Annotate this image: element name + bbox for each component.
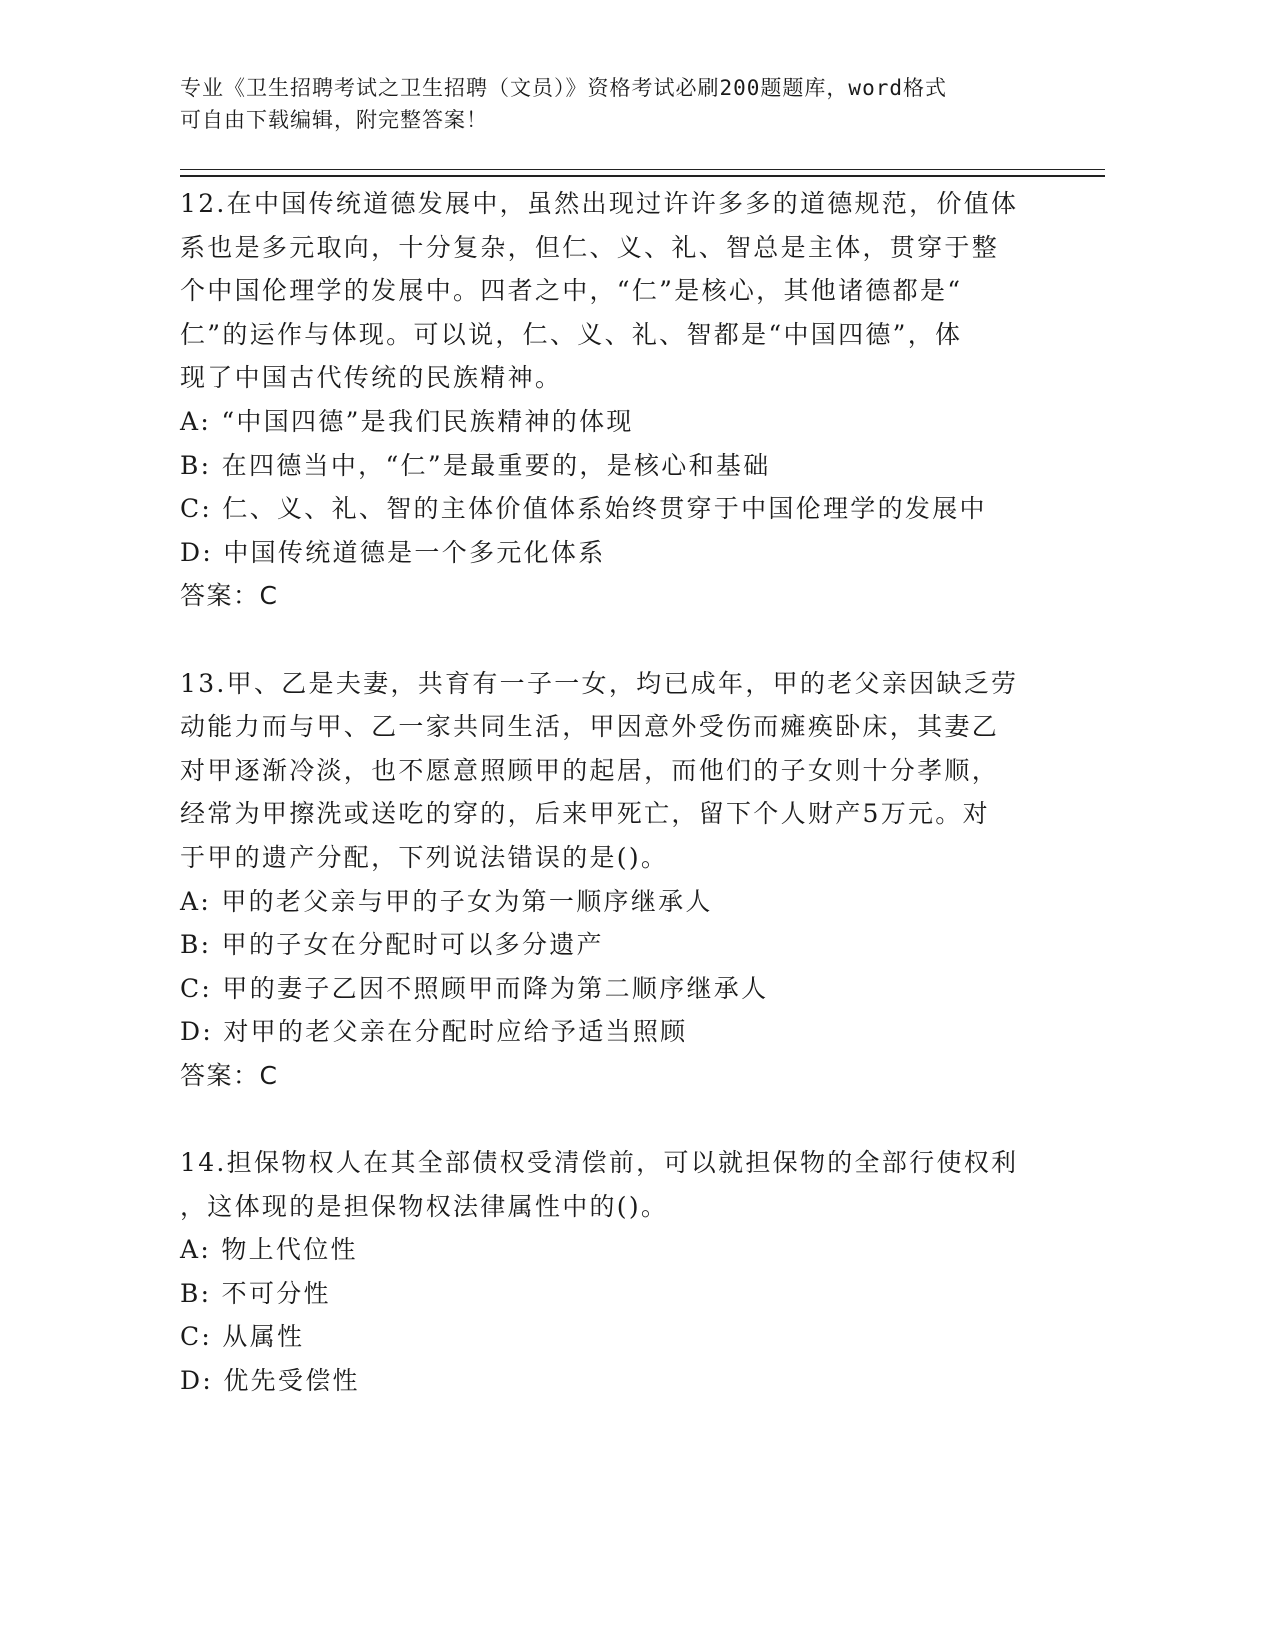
option-a: A: 物上代位性: [180, 1235, 358, 1265]
stem-line: 现了中国古代传统的民族精神。: [180, 363, 563, 393]
stem-line: 13.甲、乙是夫妻，共育有一子一女，均已成年，甲的老父亲因缺乏劳: [180, 668, 1019, 698]
header-divider-thick: [180, 175, 1105, 177]
question-stem: [180, 182, 1050, 400]
question-list: [180, 182, 1050, 1403]
answer-line: 答案：C: [180, 581, 279, 611]
option-c: C: 仁、义、礼、智的主体价值体系始终贯穿于中国伦理学的发展中: [180, 494, 987, 524]
stem-line: 对甲逐渐冷淡，也不愿意照顾甲的起居，而他们的子女则十分孝顺，: [180, 755, 1000, 785]
stem-line: 经常为甲擦洗或送吃的穿的，后来甲死亡，留下个人财产5万元。对: [180, 799, 990, 829]
question-stem: [180, 1141, 1050, 1228]
option-b: B: 甲的子女在分配时可以多分遗产: [180, 930, 604, 960]
stem-line: 12.在中国传统道德发展中，虽然出现过许许多多的道德规范，价值体: [180, 189, 1019, 218]
option-a: A: “中国四德”是我们民族精神的体现: [180, 406, 634, 436]
question-stem: [180, 662, 1050, 880]
stem-line: ，这体现的是担保物权法律属性中的()。: [180, 1191, 669, 1221]
question-14: [180, 1141, 1050, 1403]
header-line-1: 专业《卫生招聘考试之卫生招聘（文员）》资格考试必刷200题题库，word格式: [180, 76, 947, 100]
header-line-2: 可自由下载编辑，附完整答案！: [180, 108, 488, 132]
question-spacer: [180, 1097, 1050, 1141]
stem-line: 系也是多元取向，十分复杂，但仁、义、礼、智总是主体，贯穿于整: [180, 232, 1000, 262]
option-a: A: 甲的老父亲与甲的子女为第一顺序继承人: [180, 886, 713, 916]
option-d: D: 优先受偿性: [180, 1366, 360, 1396]
option-b: B: 不可分性: [180, 1278, 331, 1308]
stem-line: 于甲的遗产分配，下列说法错误的是()。: [180, 842, 669, 872]
option-d: D: 对甲的老父亲在分配时应给予适当照顾: [180, 1017, 688, 1047]
option-c: C: 甲的妻子乙因不照顾甲而降为第二顺序继承人: [180, 973, 769, 1003]
question-spacer: [180, 618, 1050, 662]
header-divider-thin: [180, 169, 1105, 170]
question-12: [180, 182, 1050, 618]
stem-line: 14.担保物权人在其全部债权受清偿前，可以就担保物的全部行使权利: [180, 1148, 1019, 1178]
stem-line: 仁”的运作与体现。可以说，仁、义、礼、智都是“中国四德”，体: [180, 319, 963, 349]
option-b: B: 在四德当中，“仁”是最重要的，是核心和基础: [180, 450, 771, 480]
answer-line: 答案：C: [180, 1060, 279, 1090]
stem-line: 动能力而与甲、乙一家共同生活，甲因意外受伤而瘫痪卧床，其妻乙: [180, 712, 1000, 742]
stem-line: 个中国伦理学的发展中。四者之中，“仁”是核心，其他诸德都是“: [180, 276, 963, 306]
document-header: [180, 72, 1060, 136]
option-c: C: 从属性: [180, 1322, 305, 1352]
question-13: [180, 662, 1050, 1098]
option-d: D: 中国传统道德是一个多元化体系: [180, 537, 606, 567]
